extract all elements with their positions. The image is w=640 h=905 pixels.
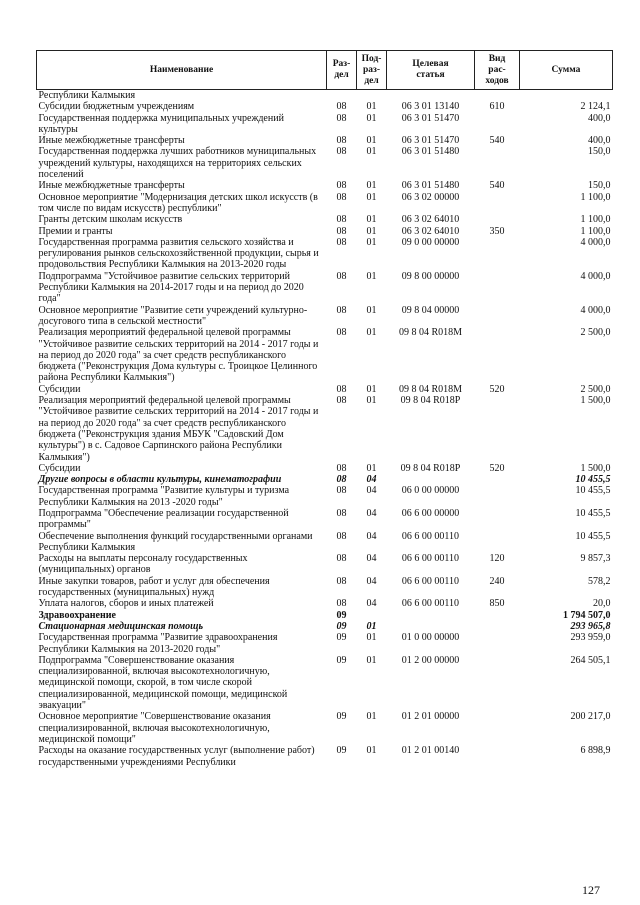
target-cell: 06 3 01 51470 xyxy=(401,112,460,124)
name-cell: Республики Калмыкия xyxy=(38,90,136,101)
vid-cell: 540 xyxy=(489,135,505,147)
sum-cell: 4 000,0 xyxy=(580,236,611,248)
vid-cell xyxy=(475,214,520,225)
sum-cell: 2 124,1 xyxy=(580,101,611,113)
name-cell: Иные закупки товаров, работ и услуг для обеспечения государственных (муниципальных) нужд xyxy=(38,575,270,599)
vid-cell xyxy=(475,621,520,632)
sum-cell: 1 100,0 xyxy=(580,225,611,237)
target-cell: 01 2 01 00000 xyxy=(401,711,460,723)
sum-cell: 264 505,1 xyxy=(570,654,611,666)
razdel-cell: 08 xyxy=(336,575,347,587)
table-row xyxy=(37,598,613,609)
table-row xyxy=(37,508,613,531)
sum-cell: 2 500,0 xyxy=(580,383,611,395)
podrazdel-cell: 01 xyxy=(366,135,377,147)
name-cell: Субсидии xyxy=(38,462,81,474)
sum-cell: 293 965,8 xyxy=(570,620,611,632)
razdel-cell xyxy=(327,90,357,102)
razdel-cell: 08 xyxy=(336,270,347,282)
table-row xyxy=(37,271,613,305)
podrazdel-cell: 01 xyxy=(366,395,377,407)
name-cell: Гранты детским школам искусств xyxy=(38,214,183,226)
budget-table xyxy=(36,50,613,768)
name-cell: Иные межбюджетные трансферты xyxy=(38,135,185,147)
header-name: Наименование xyxy=(37,51,327,90)
vid-cell: 520 xyxy=(489,462,505,474)
name-cell: Государственная программа развития сельского хозяйства и регулирования рынков сельскохозяйственной продукции, сырья и продовольствия Республики Калмыкия на 2013-2020 годы xyxy=(38,236,319,271)
target-cell: 06 0 00 00000 xyxy=(401,485,460,497)
sum-cell: 1 100,0 xyxy=(580,191,611,203)
podrazdel-cell: 01 xyxy=(366,191,377,203)
razdel-cell: 08 xyxy=(336,180,347,192)
name-cell: Здравоохранение xyxy=(38,609,116,621)
sum-cell: 400,0 xyxy=(588,112,611,124)
sum-cell: 1 794 507,0 xyxy=(563,609,611,621)
target-cell: 01 2 01 00140 xyxy=(401,745,460,757)
sum-cell: 10 455,5 xyxy=(575,507,611,519)
target-cell: 06 3 01 51470 xyxy=(401,135,460,147)
vid-cell xyxy=(475,711,520,745)
podrazdel-cell: 04 xyxy=(366,530,377,542)
sum-cell: 10 455,5 xyxy=(575,474,611,486)
table-row xyxy=(37,192,613,215)
table-row xyxy=(37,180,613,191)
target-cell: 06 3 01 51480 xyxy=(401,180,460,192)
sum-cell: 1 500,0 xyxy=(580,462,611,474)
page-number: 127 xyxy=(582,883,600,897)
razdel-cell: 08 xyxy=(336,191,347,203)
target-cell: 06 6 00 00110 xyxy=(401,553,460,565)
name-cell: Основное мероприятие "Модернизация детских школ искусств (в том числе по видам искусств) республики" xyxy=(38,191,318,214)
target-cell xyxy=(387,621,475,632)
sum-cell: 2 500,0 xyxy=(580,327,611,339)
sum-cell: 400,0 xyxy=(588,135,611,147)
razdel-cell: 09 xyxy=(336,620,347,632)
target-cell: 09 0 00 00000 xyxy=(401,236,460,248)
name-cell: Государственная поддержка муниципальных учреждений культуры xyxy=(38,112,284,135)
name-cell: Расходы на выплаты персоналу государственных (муниципальных) органов xyxy=(38,553,248,576)
sum-cell: 150,0 xyxy=(588,180,611,192)
podrazdel-cell: 04 xyxy=(366,485,377,497)
sum-cell: 6 898,9 xyxy=(580,745,611,757)
vid-cell xyxy=(475,531,520,554)
target-cell: 06 6 00 00000 xyxy=(401,507,460,519)
table-row xyxy=(37,135,613,146)
table-row xyxy=(37,655,613,711)
vid-cell xyxy=(475,327,520,383)
name-cell: Государственная программа "Развитие здравоохранения Республики Калмыкия на 2013-2020 годы" xyxy=(38,632,278,655)
razdel-cell: 08 xyxy=(336,598,347,610)
podrazdel-cell: 04 xyxy=(366,598,377,610)
vid-cell xyxy=(475,485,520,508)
name-cell: Реализация мероприятий федеральной целевой программы "Устойчивое развитие сельских территорий на 2014 - 2017 годы и на период до 2020 года" за счет средств республиканского бюджета ("Реконструкция здания МБУК "Садовский Дом культуры") в с. Садовое Сарпинского района Республики Калмыкия") xyxy=(38,395,319,463)
podrazdel-cell: 01 xyxy=(366,632,377,644)
razdel-cell: 08 xyxy=(336,327,347,339)
podrazdel-cell: 01 xyxy=(366,745,377,757)
name-cell: Премии и гранты xyxy=(38,225,113,237)
razdel-cell: 08 xyxy=(336,553,347,565)
name-cell: Подпрограмма "Совершенствование оказания специализированной, включая высокотехнологичную, медицинской помощи, скорой, в том числе скорой специализированной, медицинской помощи, медицинской эвакуации" xyxy=(38,654,288,712)
table-row xyxy=(37,474,613,485)
razdel-cell: 08 xyxy=(336,225,347,237)
podrazdel-cell: 01 xyxy=(366,112,377,124)
vid-cell: 350 xyxy=(489,225,505,237)
sum-cell: 578,2 xyxy=(588,575,611,587)
header-podrazdel: Под- раз- дел xyxy=(357,51,387,90)
sum-cell: 200 217,0 xyxy=(570,711,611,723)
table-row xyxy=(37,384,613,395)
vid-cell xyxy=(475,90,520,102)
target-cell xyxy=(387,474,475,485)
table-header xyxy=(37,51,613,90)
table-row xyxy=(37,146,613,180)
target-cell: 06 3 02 00000 xyxy=(401,191,460,203)
vid-cell xyxy=(475,146,520,180)
name-cell: Иные межбюджетные трансферты xyxy=(38,180,185,192)
razdel-cell: 09 xyxy=(336,609,347,621)
target-cell: 06 6 00 00110 xyxy=(401,598,460,610)
razdel-cell: 08 xyxy=(336,101,347,113)
target-cell xyxy=(387,90,475,102)
vid-cell: 120 xyxy=(489,553,505,565)
sum-cell: 1 100,0 xyxy=(580,214,611,226)
table-row xyxy=(37,113,613,136)
table-row xyxy=(37,463,613,474)
name-cell: Подпрограмма "Обеспечение реализации государственной программы" xyxy=(38,507,289,531)
target-cell: 09 8 04 00000 xyxy=(401,304,460,316)
sum-cell: 10 455,5 xyxy=(575,530,611,542)
razdel-cell: 08 xyxy=(336,304,347,316)
razdel-cell: 08 xyxy=(336,214,347,226)
target-cell: 09 8 04 R018M xyxy=(398,327,463,339)
target-cell: 06 6 00 00110 xyxy=(401,575,460,587)
target-cell: 09 8 04 R018M xyxy=(398,383,463,395)
name-cell: Субсидии бюджетным учреждениям xyxy=(38,101,195,113)
name-cell: Уплата налогов, сборов и иных платежей xyxy=(38,598,214,610)
razdel-cell: 08 xyxy=(336,485,347,497)
name-cell: Другие вопросы в области культуры, кинематографии xyxy=(38,474,282,486)
vid-cell: 240 xyxy=(489,575,505,587)
razdel-cell: 08 xyxy=(336,395,347,407)
podrazdel-cell: 01 xyxy=(366,214,377,226)
table-row xyxy=(37,395,613,463)
table-row xyxy=(37,553,613,576)
podrazdel-cell: 04 xyxy=(366,553,377,565)
table-row xyxy=(37,632,613,655)
table-row xyxy=(37,214,613,225)
header-sum: Сумма xyxy=(520,51,613,90)
target-cell: 01 0 00 00000 xyxy=(401,632,460,644)
razdel-cell: 08 xyxy=(336,112,347,124)
podrazdel-cell: 01 xyxy=(366,327,377,339)
razdel-cell: 09 xyxy=(336,745,347,757)
sum-cell: 4 000,0 xyxy=(580,304,611,316)
podrazdel-cell xyxy=(357,90,387,102)
podrazdel-cell: 01 xyxy=(366,304,377,316)
razdel-cell: 08 xyxy=(336,135,347,147)
podrazdel-cell: 01 xyxy=(366,146,377,158)
vid-cell xyxy=(475,508,520,531)
target-cell: 06 3 01 13140 xyxy=(401,101,460,113)
target-cell: 01 2 00 00000 xyxy=(401,654,460,666)
table-row xyxy=(37,226,613,237)
sum-cell: 20,0 xyxy=(593,598,611,610)
table-row xyxy=(37,576,613,599)
name-cell: Основное мероприятие "Совершенствование оказания специализированной, включая высокотехнологичную, медицинской помощи" xyxy=(38,711,271,745)
name-cell: Реализация мероприятий федеральной целевой программы "Устойчивое развитие сельских территорий на 2014 - 2017 годы и на период до 2020 года" за счет средств республиканского бюджета ("Реконструкция Дома культуры с. Троицкое Целинного района Республики Калмыкия") xyxy=(38,327,319,384)
table-body xyxy=(37,90,613,768)
vid-cell xyxy=(475,632,520,655)
table-row xyxy=(37,90,613,102)
vid-cell xyxy=(475,271,520,305)
podrazdel-cell: 01 xyxy=(366,383,377,395)
vid-cell xyxy=(475,474,520,485)
table-row xyxy=(37,485,613,508)
target-cell: 09 8 04 R018P xyxy=(400,395,461,407)
name-cell: Расходы на оказание государственных услуг (выполнение работ) государственными учреждениями Республики xyxy=(38,745,315,768)
podrazdel-cell: 01 xyxy=(366,654,377,666)
podrazdel-cell: 04 xyxy=(366,474,377,486)
table-row xyxy=(37,327,613,383)
sum-cell: 4 000,0 xyxy=(580,270,611,282)
vid-cell: 610 xyxy=(489,101,505,113)
podrazdel-cell: 01 xyxy=(366,180,377,192)
podrazdel-cell: 01 xyxy=(366,236,377,248)
table-row xyxy=(37,305,613,328)
razdel-cell: 09 xyxy=(336,654,347,666)
razdel-cell: 08 xyxy=(336,236,347,248)
podrazdel-cell: 01 xyxy=(366,620,377,632)
podrazdel-cell: 04 xyxy=(366,575,377,587)
razdel-cell: 08 xyxy=(336,146,347,158)
vid-cell: 540 xyxy=(489,180,505,192)
vid-cell xyxy=(475,113,520,136)
budget-table-container xyxy=(36,50,612,768)
target-cell: 06 3 02 64010 xyxy=(401,225,460,237)
table-row xyxy=(37,610,613,621)
vid-cell xyxy=(475,237,520,271)
table-row xyxy=(37,621,613,632)
table-row xyxy=(37,711,613,745)
podrazdel-cell xyxy=(357,610,387,621)
name-cell: Стационарная медицинская помощь xyxy=(38,620,204,632)
razdel-cell: 09 xyxy=(336,711,347,723)
razdel-cell: 08 xyxy=(336,474,347,486)
table-row xyxy=(37,101,613,112)
podrazdel-cell: 01 xyxy=(366,225,377,237)
razdel-cell: 08 xyxy=(336,530,347,542)
sum-cell: 10 455,5 xyxy=(575,485,611,497)
name-cell: Основное мероприятие "Развитие сети учреждений культурно-досугового типа в сельской местности" xyxy=(38,304,308,327)
vid-cell xyxy=(475,655,520,711)
table-row xyxy=(37,237,613,271)
podrazdel-cell: 01 xyxy=(366,711,377,723)
header-razdel: Раз- дел xyxy=(327,51,357,90)
sum-cell: 9 857,3 xyxy=(580,553,611,565)
vid-cell xyxy=(475,192,520,215)
sum-cell: 150,0 xyxy=(588,146,611,158)
podrazdel-cell: 04 xyxy=(366,507,377,519)
target-cell: 09 8 00 00000 xyxy=(401,270,460,282)
table-row xyxy=(37,531,613,554)
razdel-cell: 08 xyxy=(336,462,347,474)
vid-cell xyxy=(475,395,520,463)
target-cell: 06 6 00 00110 xyxy=(401,530,460,542)
name-cell: Государственная поддержка лучших работников муниципальных учреждений культуры, находящихся на территориях сельских поселений xyxy=(38,146,317,181)
name-cell: Обеспечение выполнения функций государственными органами Республики Калмыкия xyxy=(38,530,313,553)
sum-cell: 1 500,0 xyxy=(580,395,611,407)
sum-cell xyxy=(520,90,613,102)
vid-cell xyxy=(475,745,520,768)
razdel-cell: 08 xyxy=(336,507,347,519)
header-target: Целевая статья xyxy=(387,51,475,90)
header-vid: Вид рас- ходов xyxy=(475,51,520,90)
vid-cell xyxy=(475,610,520,621)
vid-cell xyxy=(475,305,520,328)
vid-cell: 520 xyxy=(489,383,505,395)
razdel-cell: 09 xyxy=(336,632,347,644)
target-cell: 06 3 02 64010 xyxy=(401,214,460,226)
target-cell: 09 8 04 R018P xyxy=(400,462,461,474)
razdel-cell: 08 xyxy=(336,383,347,395)
vid-cell: 850 xyxy=(489,598,505,610)
target-cell: 06 3 01 51480 xyxy=(401,146,460,158)
table-row xyxy=(37,745,613,768)
sum-cell: 293 959,0 xyxy=(570,632,611,644)
podrazdel-cell: 01 xyxy=(366,101,377,113)
podrazdel-cell: 01 xyxy=(366,462,377,474)
target-cell xyxy=(387,610,475,621)
name-cell: Субсидии xyxy=(38,383,81,395)
name-cell: Государственная программа "Развитие культуры и туризма Республики Калмыкия на 2013 -2020 годы" xyxy=(38,485,290,508)
podrazdel-cell: 01 xyxy=(366,270,377,282)
name-cell: Подпрограмма "Устойчивое развитие сельских территорий Республики Калмыкия на 2014-2017 годы и на период до 2020 года" xyxy=(38,270,304,305)
